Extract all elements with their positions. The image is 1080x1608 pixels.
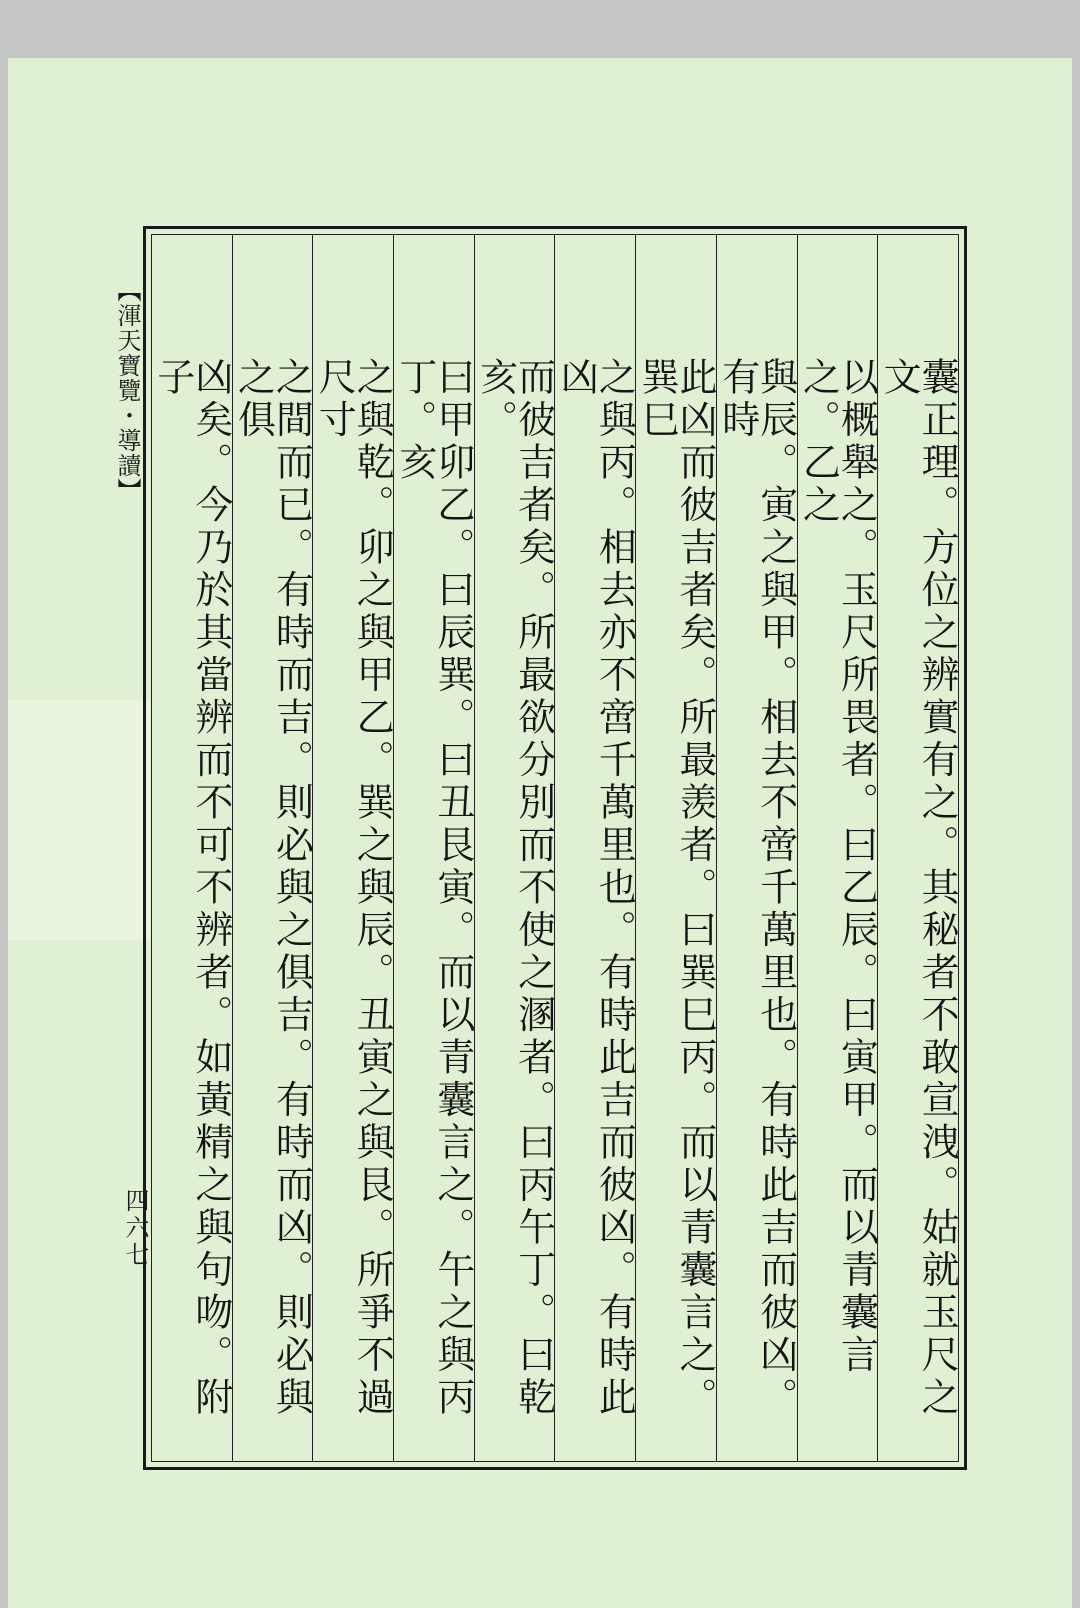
page-highlight — [8, 700, 150, 940]
column-text: 而彼吉者矣。所最欲分別而不使之溷者。曰丙午丁。曰乾亥。 — [473, 357, 556, 1420]
column-text: 囊正理。方位之辨實有之。其秘者不敢宣洩。姑就玉尺之文 — [877, 357, 960, 1420]
text-column — [554, 235, 635, 1461]
column-text: 曰甲卯乙。曰辰巽。曰丑艮寅。而以青囊言之。午之與丙丁。亥 — [392, 357, 475, 1420]
text-column — [877, 235, 958, 1461]
column-text: 以概舉之。玉尺所畏者。曰乙辰。曰寅甲。而以青囊言之。乙之 — [796, 357, 879, 1377]
column-grid — [151, 234, 959, 1462]
text-column — [474, 235, 555, 1461]
column-text: 之與乾。卯之與甲乙。巽之與辰。丑寅之與艮。所爭不過尺寸 — [312, 357, 395, 1420]
text-column — [635, 235, 716, 1461]
text-column — [797, 235, 878, 1461]
page-number: 四六七 — [121, 1188, 149, 1269]
column-text: 此凶而彼吉者矣。所最羡者。曰巽巳丙。而以青囊言之。巽巳 — [635, 357, 718, 1420]
text-column — [393, 235, 474, 1461]
book-title: 【渾天寶覽・導讀】 — [113, 278, 141, 503]
column-text: 之與丙。相去亦不啻千萬里也。有時此吉而彼凶。有時此凶 — [554, 357, 637, 1420]
text-column — [312, 235, 393, 1461]
column-text: 之間而已。有時而吉。則必與之俱吉。有時而凶。則必與之俱 — [231, 357, 314, 1420]
text-column — [716, 235, 797, 1461]
text-column — [232, 235, 313, 1461]
text-frame — [143, 226, 967, 1470]
column-text: 與辰。寅之與甲。相去不啻千萬里也。有時此吉而彼凶。有時 — [715, 357, 798, 1420]
column-text: 凶矣。今乃於其當辨而不可不辨者。如黃精之與句吻。附子 — [150, 357, 233, 1420]
text-column — [152, 235, 232, 1461]
